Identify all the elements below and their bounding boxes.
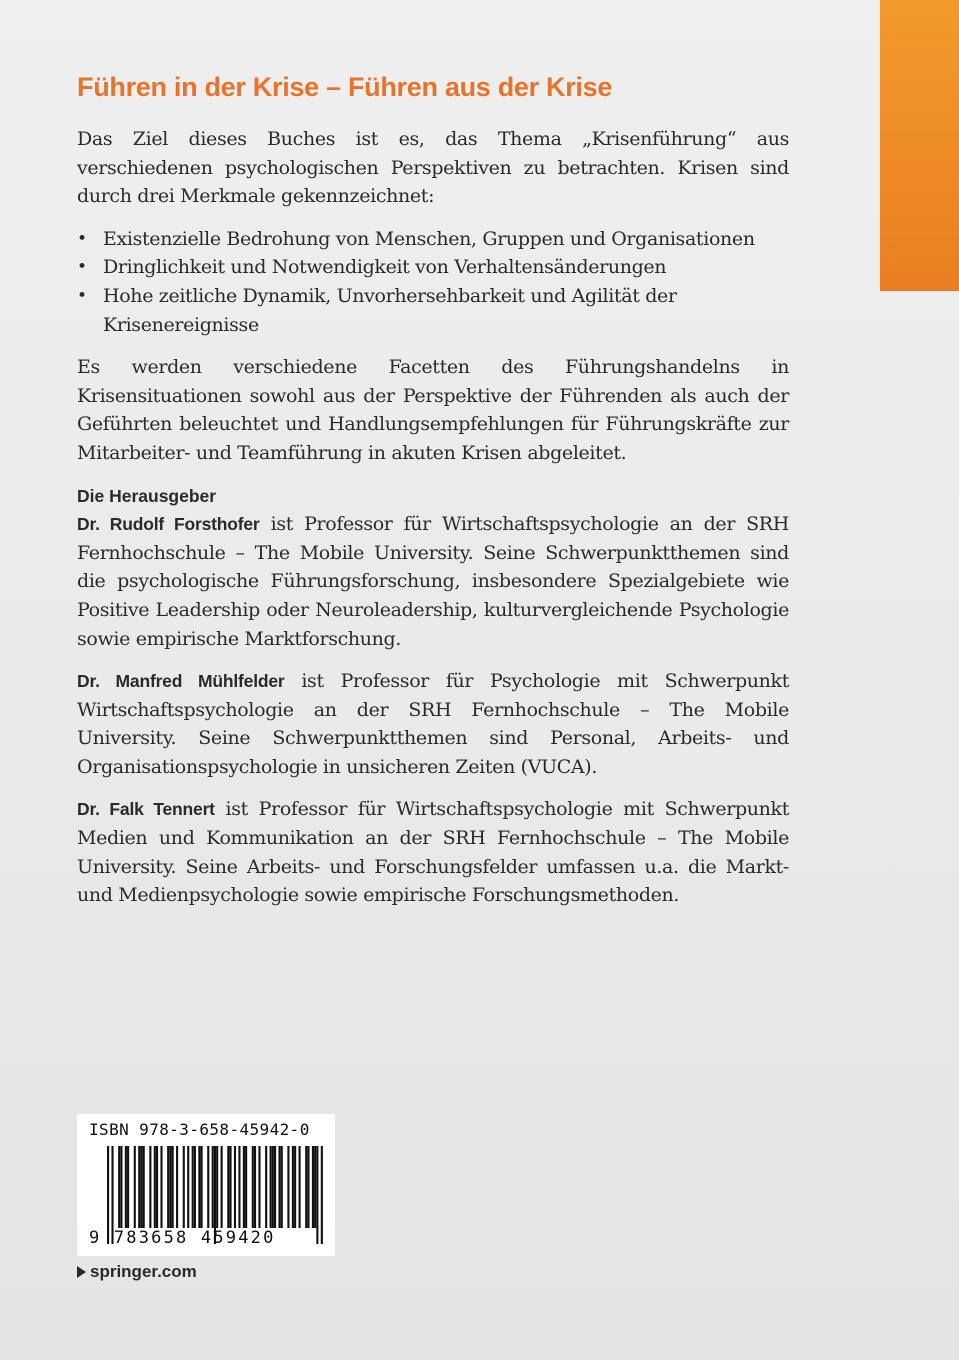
barcode-bar [227,1146,229,1228]
barcode-bar [212,1146,214,1228]
barcode-bar [272,1146,274,1228]
isbn-barcode [77,1114,335,1256]
barcode-bar [294,1146,296,1228]
barcode-bar [149,1146,151,1228]
barcode-bar [216,1146,218,1228]
barcode-bar [221,1146,223,1228]
barcode-bar [254,1146,256,1228]
editor-bio-text: ist Professor für Psychologie mit Schwerpunkt Wirtschaftspsychologie an der SRH Fernhochschule – The Mobile University. Seine Schwerpunktthemen sind Personal, Arbeits- und Organisationspsychologie in unsicheren Zeiten (VUCA). [77,670,789,778]
barcode-bar [176,1146,178,1228]
barcode-bar [134,1146,136,1228]
publisher-link[interactable] [77,1262,197,1282]
editor-name: Dr. Manfred Mühlfelder [77,671,285,692]
barcode-bar [314,1146,316,1228]
barcode-bar [127,1146,129,1228]
barcode-bar [252,1146,254,1228]
barcode-bar [234,1146,236,1228]
barcode-bar [287,1146,289,1228]
barcode-bar [305,1146,307,1228]
barcode-bar [321,1146,323,1244]
barcode-bar [245,1146,247,1228]
editor-bio-text: ist Professor für Wirtschaftspsychologie mit Schwerpunkt Medien und Kommunikation an der SRH Fernhochschule – The Mobile University. Seine Arbeits- und Forschungsfelder umfassen u.a. die Markt- und Medienpsychologie sowie empirische Forschungsmethoden. [77,798,789,907]
isbn-label: ISBN 978-3-658-45942-0 [89,1120,310,1139]
editor-bio-muehlfelder [77,667,789,781]
barcode-bar [229,1146,231,1228]
barcode-digits: 9 783658 459420 [89,1228,276,1248]
barcode-bar [118,1146,120,1228]
barcode-bar [183,1146,185,1228]
barcode-bar [172,1146,174,1228]
barcode-bar [194,1146,196,1228]
barcode-bar [312,1146,314,1228]
summary-paragraph: Es werden verschiedene Facetten des Führungshandelns in Krisensituationen sowohl aus der Perspektive der Führenden als auch der Geführten beleuchtet und Handlungsempfehlungen für Führungskräfte zur Mitarbeiter- und Teamführung in akuten Krisen abgeleitet. [77,356,789,464]
barcode-bar [307,1146,309,1228]
barcode-bar [258,1146,260,1228]
barcode-bar [167,1146,169,1228]
list-item: • Dringlichkeit und Notwendigkeit von Verhaltensänderungen [77,253,789,282]
barcode-bar [138,1146,140,1228]
barcode-bar [198,1146,200,1228]
editor-bio-forsthofer [77,510,789,653]
barcode-bar [120,1146,122,1228]
barcode-bar [169,1146,171,1228]
barcode-bar [316,1146,318,1244]
barcode-bar [270,1146,272,1228]
barcode-bar [243,1146,245,1228]
barcode-bar [143,1146,145,1228]
barcode-bar [278,1146,280,1228]
barcode-bar [274,1146,276,1228]
back-cover-content [77,72,789,924]
arrow-right-icon [77,1266,86,1278]
orange-accent-bar [880,0,959,291]
intro-paragraph: Das Ziel dieses Buches ist es, das Thema „Krisenführung“ aus verschiedenen psychologischen Perspektiven zu betrachten. Krisen sind durch drei Merkmale gekennzeichnet: [77,128,789,208]
editors-heading: Die Herausgeber [77,485,217,506]
list-item: • Existenzielle Bedrohung von Menschen, Gruppen und Organisationen [77,225,789,254]
crisis-characteristics-list [77,225,789,339]
publisher-link-text: springer.com [90,1262,197,1281]
barcode-bar [201,1146,203,1228]
editor-bio-tennert [77,795,789,909]
barcode-bar [192,1146,194,1228]
barcode-bar [299,1146,301,1228]
barcode-bar [238,1146,240,1228]
book-title: Führen in der Krise – Führen aus der Krise [77,72,613,102]
barcode-bar [140,1146,142,1228]
barcode-bar [281,1146,283,1228]
editor-name: Dr. Falk Tennert [77,799,215,820]
barcode-bar [187,1146,189,1228]
barcode-bar [125,1146,127,1228]
barcode-bar [207,1146,209,1228]
barcode-bar [160,1146,162,1228]
list-item: • Hohe zeitliche Dynamik, Unvorhersehbarkeit und Agilität der Krisenereignisse [77,282,789,339]
barcode-bar [265,1146,267,1228]
barcode-bar [292,1146,294,1228]
barcode-bar [154,1146,156,1228]
barcode-bar [156,1146,158,1228]
editor-name: Dr. Rudolf Forsthofer [77,514,260,535]
editor-bio-text: ist Professor für Wirtschaftspsychologie an der SRH Fernhochschule – The Mobile University. Seine Schwerpunktthemen sind die psychologische Führungsforschung, insbesondere Spezialgebiete wie Positive Leadership oder Neuroleadership, kulturvergleichende Psychologie sowie empirische Marktforschung. [77,513,789,650]
